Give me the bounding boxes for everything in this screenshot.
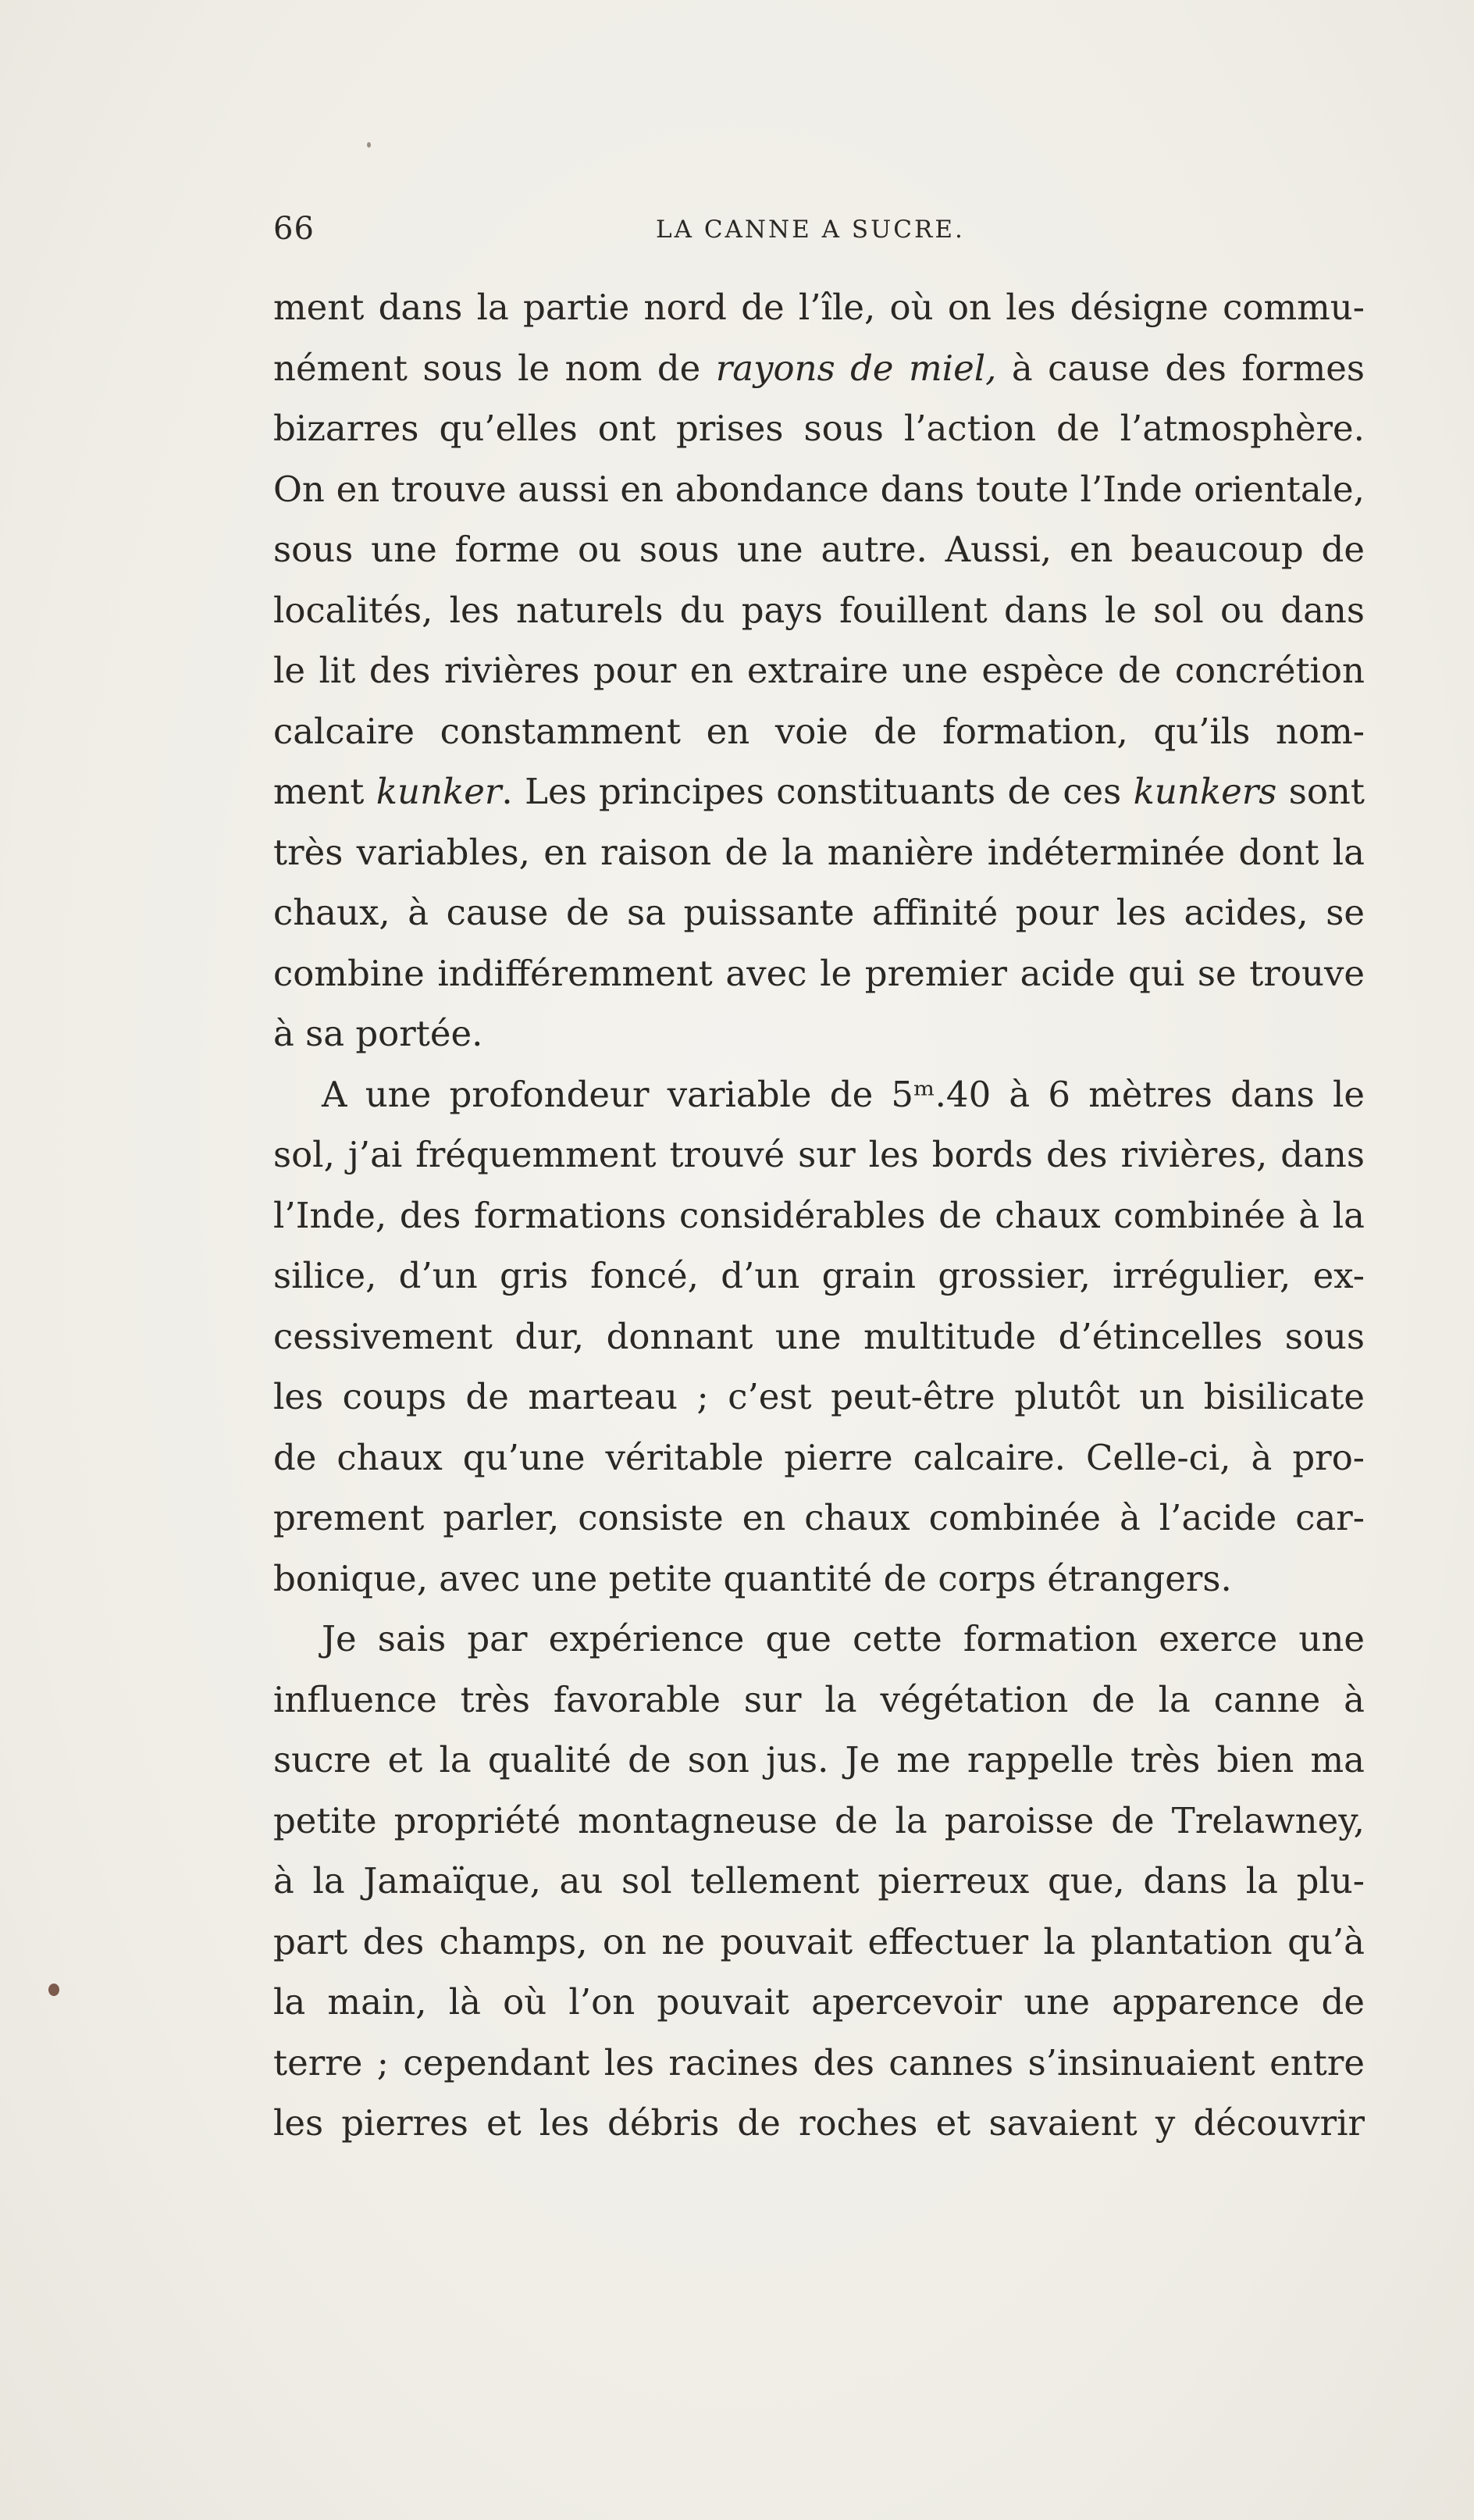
text-run: . Les principes constituants de ces: [501, 771, 1134, 812]
text-line: les coups de marteau ; c’est peut-être plutôt un bisilicate: [273, 1376, 1365, 1417]
text-run: nément sous le nom de: [273, 347, 716, 389]
text-line: influence très favorable sur la végétation de la canne à: [273, 1678, 1365, 1720]
italic-term: kunker: [376, 771, 502, 812]
body-text: [273, 277, 1365, 2154]
italic-term: rayons de miel,: [715, 347, 997, 389]
text-line: à la Jamaïque, au sol tellement pierreux que, dans la plu-: [273, 1860, 1365, 1902]
text-line: silice, d’un gris foncé, d’un grain grossier, irrégulier, ex-: [273, 1255, 1365, 1296]
text-line: sous une forme ou sous une autre. Aussi, en beaucoup de: [273, 529, 1365, 570]
text-line: très variables, en raison de la manière indéterminée dont la: [273, 831, 1365, 873]
text-line: [273, 338, 1365, 399]
paragraph-end-line: bonique, avec une petite quantité de corps étrangers.: [273, 1557, 1232, 1599]
text-line: calcaire constamment en voie de formation, qu’ils nom-: [273, 710, 1365, 752]
text-line: les pierres et les débris de roches et savaient y découvrir: [273, 2102, 1365, 2144]
text-line: la main, là où l’on pouvait apercevoir une apparence de: [273, 1981, 1365, 2023]
text-line: de chaux qu’une véritable pierre calcaire. Celle-ci, à pro-: [273, 1436, 1365, 1478]
text-line: terre ; cependant les racines des cannes s’insinuaient entre: [273, 2041, 1365, 2083]
text-line: le lit des rivières pour en extraire une espèce de concrétion: [273, 650, 1365, 691]
paragraph-end-line: à sa portée.: [273, 1013, 483, 1054]
italic-term: kunkers: [1133, 771, 1277, 812]
text-run: sont: [1276, 771, 1365, 812]
text-line: On en trouve aussi en abondance dans toute l’Inde orientale,: [273, 468, 1365, 510]
text-line: bizarres qu’elles ont prises sous l’action de l’atmosphère.: [273, 408, 1365, 449]
text-run: ment: [273, 771, 376, 812]
text-line: cessivement dur, donnant une multitude d’étincelles sous: [273, 1315, 1365, 1357]
text-line: chaux, à cause de sa puissante affinité pour les acides, se: [273, 892, 1365, 933]
ink-speck-margin: [48, 1984, 59, 1996]
text-line: sol, j’ai fréquemment trouvé sur les bords des rivières, dans: [273, 1134, 1365, 1175]
text-line: ment dans la partie nord de l’île, où on les désigne commu-: [273, 287, 1365, 328]
running-title: LA CANNE A SUCRE.: [656, 216, 965, 244]
text-line: l’Inde, des formations considérables de chaux combinée à la: [273, 1194, 1365, 1236]
text-run: à cause des formes: [996, 347, 1365, 389]
paragraph-start-line: A une profondeur variable de 5ᵐ.40 à 6 mètres dans le: [322, 1073, 1365, 1115]
text-line: prement parler, consiste en chaux combinée à l’acide car-: [273, 1497, 1365, 1538]
text-line: part des champs, on ne pouvait effectuer la plantation qu’à: [273, 1920, 1365, 1962]
ink-speck-top: [367, 142, 371, 148]
text-line: sucre et la qualité de son jus. Je me rappelle très bien ma: [273, 1739, 1365, 1780]
text-line: petite propriété montagneuse de la paroisse de Trelawney,: [273, 1799, 1365, 1841]
page-number: 66: [273, 211, 315, 247]
paragraph-start-line: Je sais par expérience que cette formation exerce une: [322, 1618, 1365, 1659]
page-header: [273, 211, 1366, 258]
text-line: localités, les naturels du pays fouillent dans le sol ou dans: [273, 589, 1365, 631]
text-line: combine indifféremment avec le premier acide qui se trouve: [273, 952, 1365, 994]
text-line: [273, 761, 1365, 822]
